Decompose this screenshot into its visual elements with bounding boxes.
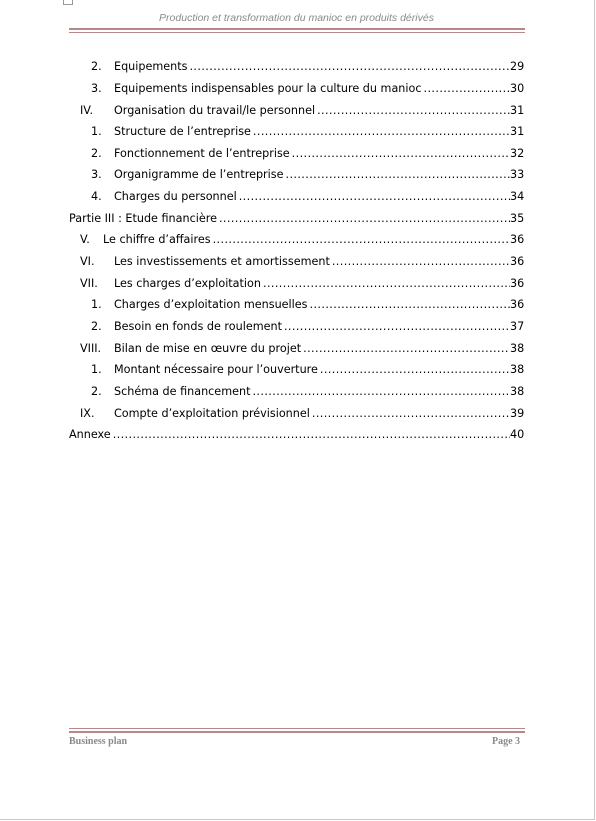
toc-entry-title: Compte d’exploitation prévisionnel <box>114 407 310 420</box>
toc-entry-page: 34 <box>510 190 525 203</box>
toc-entry-title: Equipements <box>114 60 188 73</box>
toc-entry-page: 38 <box>510 385 525 398</box>
toc-entry[interactable] <box>0 405 596 423</box>
toc-entry-page: 40 <box>510 428 525 441</box>
toc-entry-page: 35 <box>510 212 525 225</box>
toc-entry-number: 3. <box>91 168 102 181</box>
toc-leader-dots <box>263 275 510 293</box>
toc-entry-title: Annexe <box>69 428 111 441</box>
toc-entry-number: 4. <box>91 190 102 203</box>
toc-entry[interactable] <box>0 188 596 206</box>
toc-entry-title: Organigramme de l’entreprise <box>114 168 284 181</box>
toc-leader-dots <box>285 166 510 184</box>
toc-entry-page: 38 <box>510 342 525 355</box>
toc-leader-dots <box>317 102 510 120</box>
toc-entry-page: 30 <box>510 82 525 95</box>
toc-entry-page: 36 <box>510 277 525 290</box>
toc-leader-dots <box>310 296 511 314</box>
toc-entry-number: 1. <box>91 298 102 311</box>
toc-leader-dots <box>332 253 510 271</box>
toc-entry[interactable] <box>0 318 596 336</box>
toc-entry-number: 2. <box>91 320 102 333</box>
toc-entry[interactable] <box>0 361 596 379</box>
toc-entry[interactable] <box>0 383 596 401</box>
toc-entry-title: Structure de l’entreprise <box>114 125 251 138</box>
toc-entry-page: 36 <box>510 298 525 311</box>
toc-entry-number: VII. <box>80 277 98 290</box>
toc-entry-title: Les charges d’exploitation <box>114 277 261 290</box>
toc-entry[interactable] <box>0 58 596 76</box>
toc-entry-title: Schéma de financement <box>114 385 251 398</box>
toc-entry[interactable] <box>0 231 596 249</box>
toc-entry-title: Charges du personnel <box>114 190 237 203</box>
toc-entry-number: VIII. <box>80 342 102 355</box>
toc-entry-number: 2. <box>91 147 102 160</box>
toc-entry-number: 3. <box>91 82 102 95</box>
toc-leader-dots <box>303 340 510 358</box>
toc-entry-page: 31 <box>510 104 525 117</box>
toc-entry-page: 31 <box>510 125 525 138</box>
footer-rule <box>69 728 525 733</box>
toc-leader-dots <box>253 123 510 141</box>
toc-entry-number: 1. <box>91 125 102 138</box>
toc-leader-dots <box>189 58 510 76</box>
toc-entry[interactable] <box>0 80 596 98</box>
toc-entry-title: Organisation du travail/le personnel <box>114 104 316 117</box>
toc-entry-page: 32 <box>510 147 525 160</box>
toc-entry[interactable] <box>0 166 596 184</box>
toc-entry-page: 36 <box>510 255 525 268</box>
toc-leader-dots <box>252 383 510 401</box>
toc-entry-number: 2. <box>91 385 102 398</box>
toc-entry-title: Besoin en fonds de roulement <box>114 320 282 333</box>
toc-entry[interactable] <box>0 123 596 141</box>
toc-leader-dots <box>284 318 510 336</box>
toc-leader-dots <box>312 405 510 423</box>
toc-entry[interactable] <box>0 210 596 228</box>
toc-entry-page: 36 <box>510 233 525 246</box>
toc-leader-dots <box>424 80 511 98</box>
toc-entry-number: 2. <box>91 60 102 73</box>
toc-leader-dots <box>239 188 510 206</box>
toc-entry-number: IX. <box>80 407 95 420</box>
toc-entry-number: V. <box>80 233 90 246</box>
toc-entry[interactable] <box>0 102 596 120</box>
footer-left: Business plan <box>69 736 128 747</box>
toc-entry-number: VI. <box>80 255 95 268</box>
toc-entry[interactable] <box>0 275 596 293</box>
toc-entry-page: 38 <box>510 363 525 376</box>
toc-leader-dots <box>113 426 510 444</box>
toc-entry-title: Partie III : Etude financière <box>69 212 217 225</box>
toc-entry[interactable] <box>0 253 596 271</box>
toc-entry-title: Equipements indispensables pour la culture du manioc <box>114 82 422 95</box>
toc-entry-page: 39 <box>510 407 525 420</box>
toc-leader-dots <box>219 210 510 228</box>
toc-entry-title: Les investissements et amortissement <box>114 255 330 268</box>
toc-entry-title: Le chiffre d’affaires <box>103 233 211 246</box>
toc-entry[interactable] <box>0 296 596 314</box>
toc-entry-number: 1. <box>91 363 102 376</box>
toc-leader-dots <box>292 145 510 163</box>
toc-entry-title: Charges d’exploitation mensuelles <box>114 298 308 311</box>
toc-entry-title: Bilan de mise en œuvre du projet <box>114 342 302 355</box>
toc-leader-dots <box>320 361 510 379</box>
toc-entry-number: IV. <box>80 104 94 117</box>
toc-entry-page: 37 <box>510 320 525 333</box>
toc-entry[interactable] <box>0 145 596 163</box>
toc-entry-page: 33 <box>510 168 525 181</box>
footer-page-number: Page 3 <box>492 736 521 747</box>
toc-entry-page: 29 <box>510 60 525 73</box>
header-title: Production et transformation du manioc en produits dérivés <box>159 12 434 24</box>
toc-entry-title: Montant nécessaire pour l’ouverture <box>114 363 318 376</box>
toc-entry-title: Fonctionnement de l’entreprise <box>114 147 290 160</box>
toc-entry[interactable] <box>0 340 596 358</box>
toc-entry[interactable] <box>0 426 596 444</box>
toc-leader-dots <box>213 231 510 249</box>
